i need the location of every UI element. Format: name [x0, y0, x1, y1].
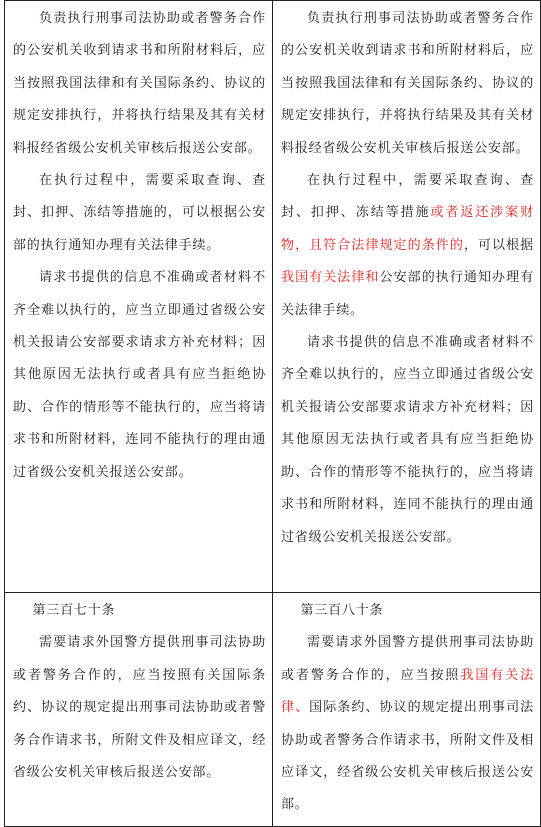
- article-heading: 第三百八十条: [300, 603, 384, 618]
- old-text-cell: [5, 593, 273, 827]
- paragraph: 请求书提供的信息不准确或者材料不齐全难以执行的，应当立即通过省级公安机关报请公安部要求请求方补充材料；因其他原因无法执行或者具有应当拒绝协助、合作的情形等不能执行的，应当将请求书和所附材料，连同不能执行的理由通过省级公安机关报送公安部。: [13, 270, 266, 480]
- unchanged-text: ，可以根据: [463, 237, 534, 253]
- table-row: [5, 593, 541, 827]
- amended-text: 或者返还涉案财物，且符合法律规定的条件的: [281, 205, 534, 253]
- new-text-cell: [273, 593, 541, 827]
- amended-text: 我国有关法律和: [281, 270, 380, 286]
- comparison-table: [4, 0, 541, 827]
- article-heading: 第三百七十条: [32, 603, 116, 618]
- paragraph-with-amendment: [281, 165, 534, 327]
- unchanged-text: 国际条约、协议的规定提出刑事司法协助或者警务合作请求书，所附文件及相应译文，经省级公安机关审核后报送公安部。: [281, 700, 534, 813]
- paragraph: 负责执行刑事司法协助或者警务合作的公安机关收到请求书和所附材料后，应当按照我国法律和有关国际条约、协议的规定安排执行，并将执行结果及其有关材料报经省级公安机关审核后报送公安部。: [13, 11, 266, 156]
- new-text-cell: [273, 1, 541, 593]
- paragraph-with-amendment: [281, 627, 534, 821]
- unchanged-text: 在执行过程中，需要采取查询、查封、扣押、冻结等措施: [281, 173, 534, 221]
- unchanged-text: 公安部的执行通知办理有关法律手续。: [281, 270, 534, 318]
- paragraph: 在执行过程中，需要采取查询、查封、扣押、冻结等措施的，可以根据公安部的执行通知办理有关法律手续。: [13, 173, 266, 253]
- old-text-cell: [5, 1, 273, 593]
- paragraph: 请求书提供的信息不准确或者材料不齐全难以执行的，应当立即通过省级公安机关报请公安部要求请求方补充材料；因其他原因无法执行或者具有应当拒绝协助、合作的情形等不能执行的，应当将请求书和所附材料，连同不能执行的理由通过省级公安机关报送公安部。: [281, 335, 534, 545]
- unchanged-text: 需要请求外国警方提供刑事司法协助或者警务合作的，应当按照: [281, 635, 534, 683]
- paragraph: 负责执行刑事司法协助或者警务合作的公安机关收到请求书和所附材料后，应当按照我国法律和有关国际条约、协议的规定安排执行，并将执行结果及其有关材料报经省级公安机关审核后报送公安部。: [281, 11, 534, 156]
- paragraph: 需要请求外国警方提供刑事司法协助或者警务合作的，应当按照有关国际条约、协议的规定提出刑事司法协助或者警务合作请求书，所附文件及相应译文，经省级公安机关审核后报送公安部。: [13, 635, 266, 781]
- table-row: [5, 1, 541, 593]
- amended-text: 我国有关法律、: [281, 667, 534, 716]
